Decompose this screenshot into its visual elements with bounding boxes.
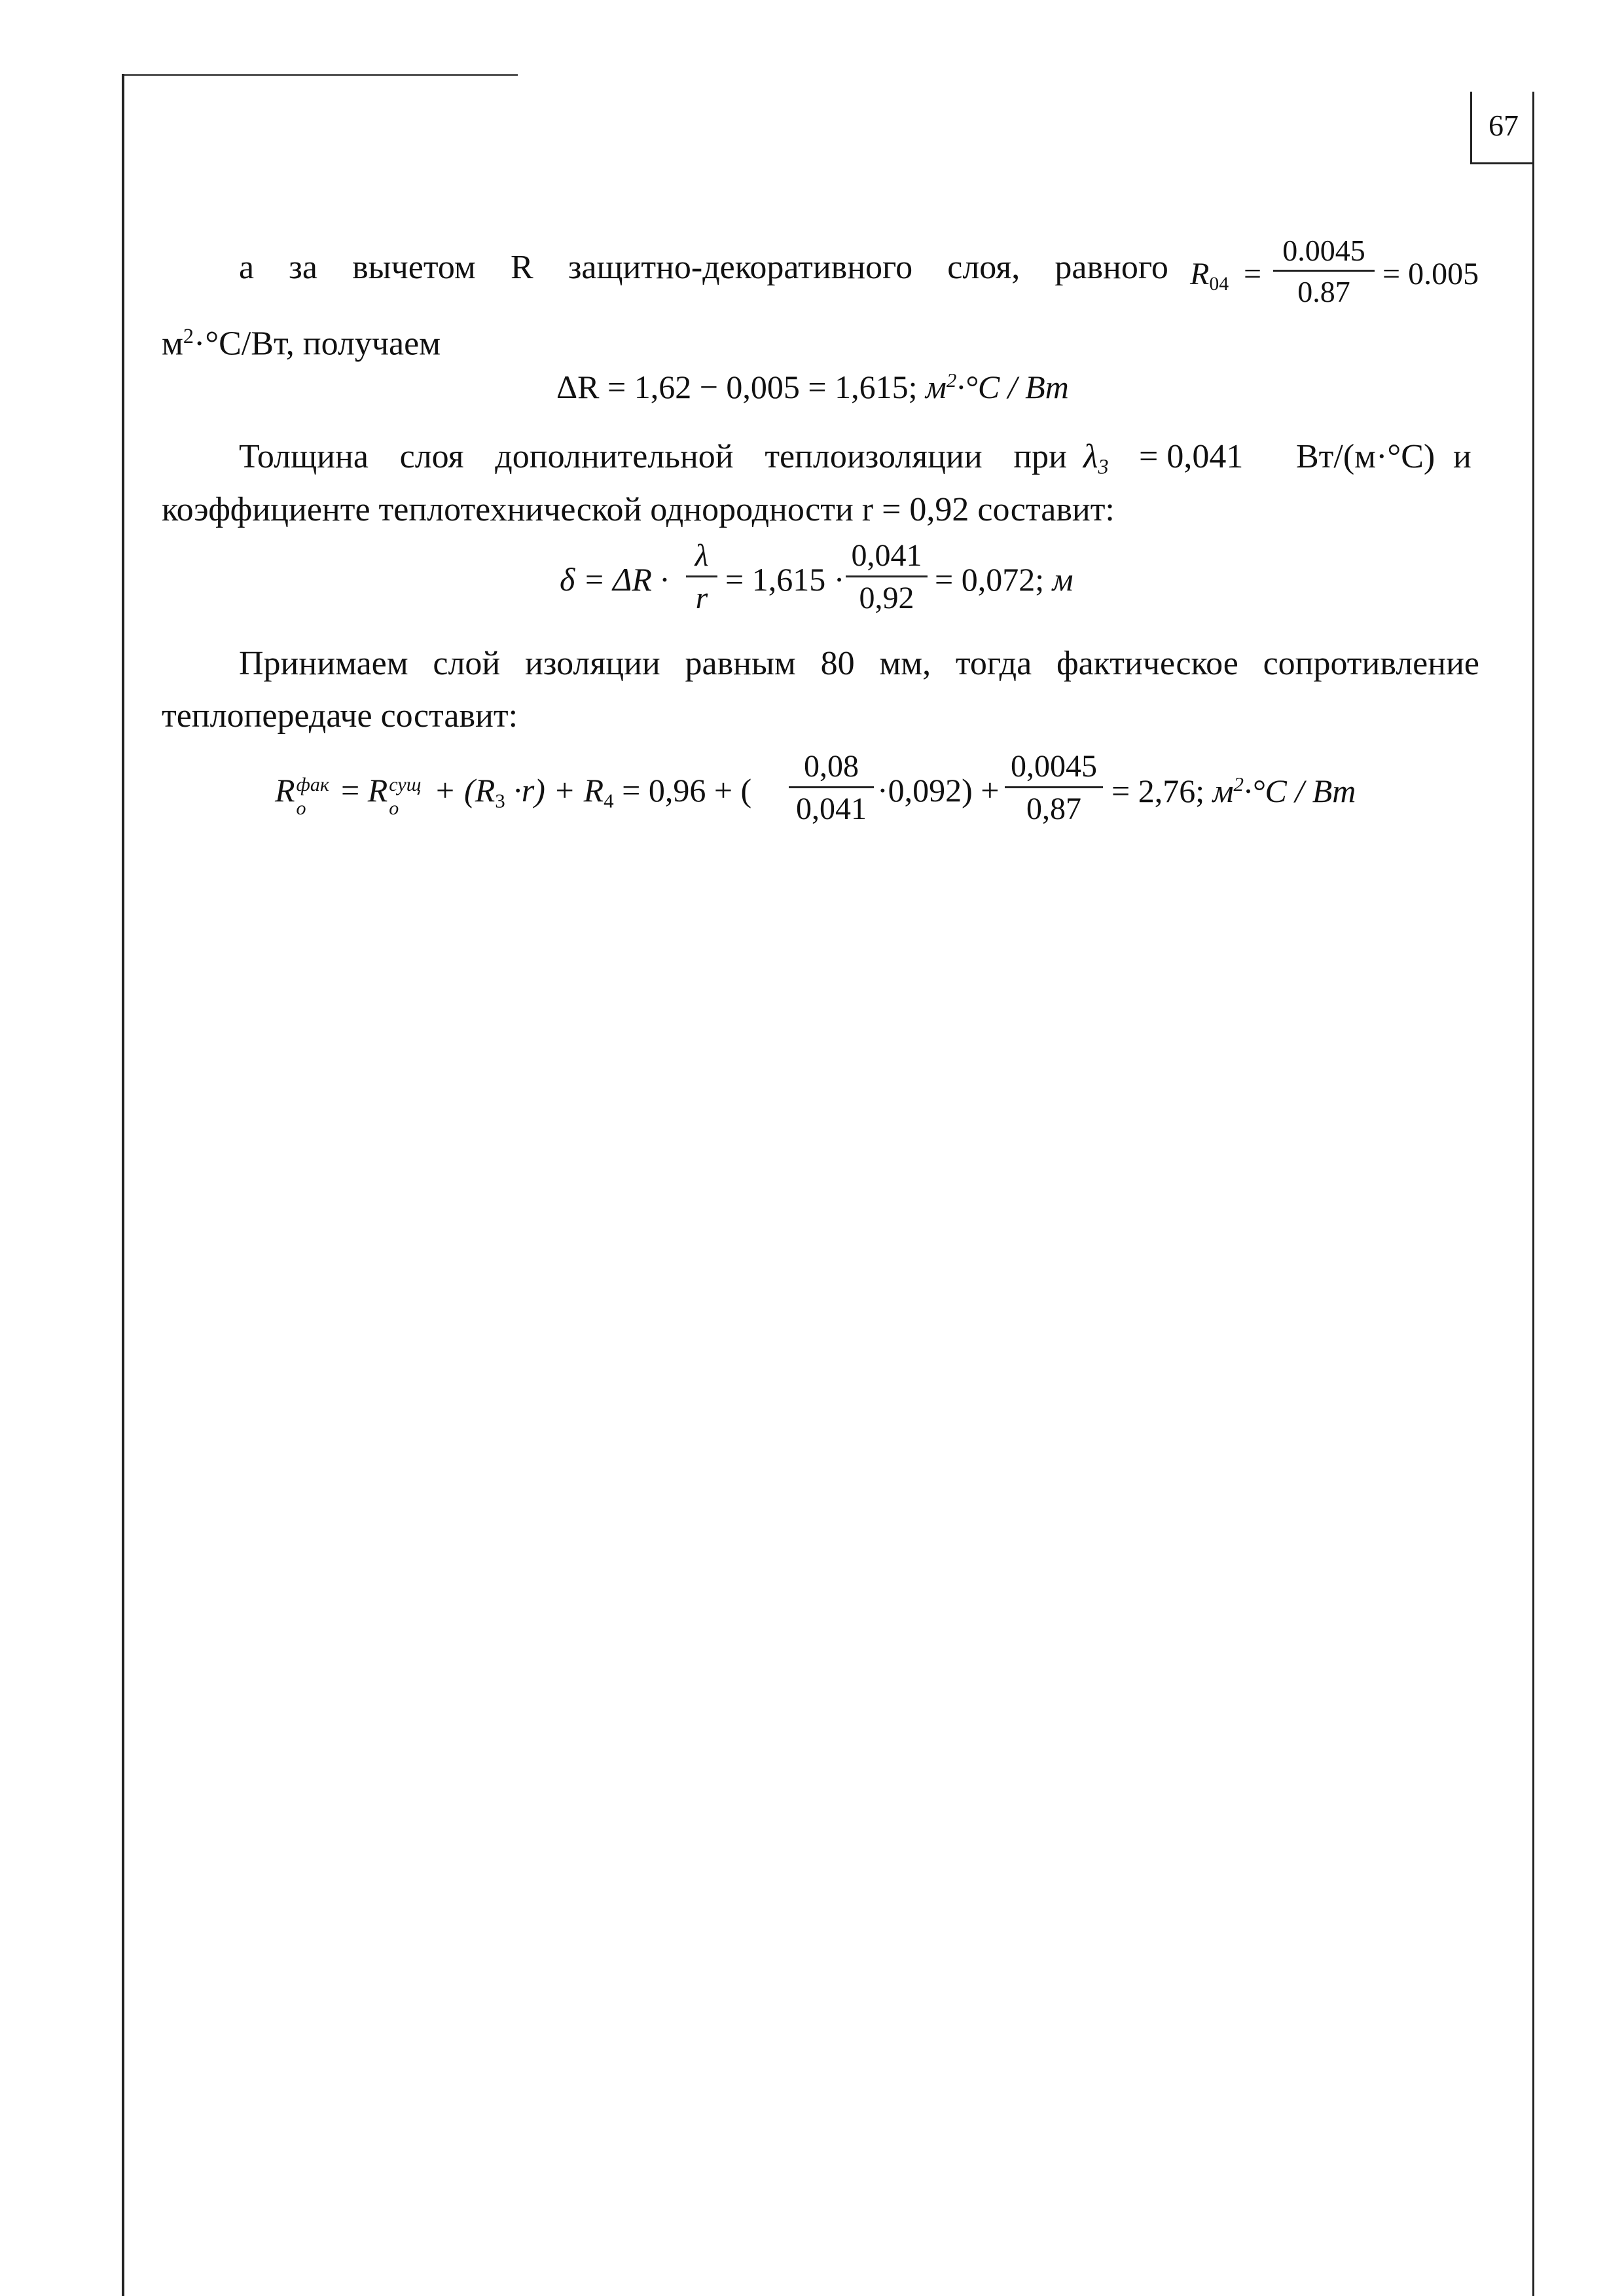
r04-symbol <box>1190 259 1229 294</box>
fraction-denominator: 0,92 <box>859 581 914 615</box>
unit-m: м <box>162 325 183 363</box>
paragraph-2-line-2: коэффициенте теплотехнической однородности r = 0,92 составит: <box>162 491 1115 528</box>
word: тогда <box>955 645 1032 682</box>
word: слоя, <box>947 249 1020 286</box>
page-number-box-left <box>1470 92 1472 164</box>
fraction-denominator: 0,87 <box>1026 792 1081 826</box>
paragraph-3-line-2: теплопередаче составит: <box>162 697 518 735</box>
word: при <box>1013 438 1067 475</box>
unit-rest: ·°С/Вт, получаем <box>194 325 441 363</box>
equals: = <box>341 772 360 809</box>
lambda-unit: Вт/(м·°С) <box>1296 438 1435 475</box>
word: защитно-декоративного <box>568 249 913 286</box>
word: слой <box>433 645 501 682</box>
word: равным <box>685 645 796 682</box>
formula-r-fact-result <box>1111 773 1356 810</box>
fraction-numerator: 0,0045 <box>1011 749 1097 784</box>
word: изоляции <box>525 645 660 682</box>
word: а <box>239 249 255 286</box>
formula-delta-result: = 0,072; <box>935 561 1045 598</box>
formula-delta-right <box>935 563 1074 596</box>
frame-top-border <box>122 74 518 76</box>
paragraph-3-line-1 <box>239 647 1479 681</box>
page-number: 67 <box>1489 109 1519 142</box>
formula-r-fact-mid: ·0,092) + <box>877 772 1000 809</box>
word: Принимаем <box>239 645 408 682</box>
formula-delta-unit: м <box>1052 561 1074 598</box>
formula-part: = 0,96 + ( <box>622 772 752 809</box>
lambda-3 <box>1083 440 1109 477</box>
fraction-denominator: 0,041 <box>796 792 867 826</box>
subscript-4: 4 <box>604 789 614 812</box>
word: равного <box>1055 249 1168 286</box>
r04-result: = 0.005 <box>1382 257 1479 291</box>
word: R <box>510 249 533 286</box>
fraction-r04 <box>1273 236 1375 307</box>
r04-subscript: 04 <box>1209 272 1229 295</box>
formula-unit <box>1213 773 1356 809</box>
r-symbol: R <box>367 772 388 809</box>
paragraph-2-line-1 <box>239 440 1067 474</box>
formula-delta-mid: = 1,615 · <box>725 561 845 598</box>
unit-exponent: 2 <box>183 324 194 348</box>
fraction-insulation <box>789 751 874 825</box>
lambda-value: = 0,041 <box>1139 438 1244 475</box>
unit-m: м <box>1212 773 1234 810</box>
r-symbol: R <box>275 772 295 809</box>
lambda-symbol: λ <box>1083 438 1098 475</box>
unit-rest: ·°C / Bm <box>956 369 1069 406</box>
formula-delta-r-text: ΔR = 1,62 − 0,005 = 1,615; <box>556 369 918 406</box>
superscript-exist: сущ <box>389 774 422 795</box>
r04-letter: R <box>1190 257 1210 291</box>
unit-m: м <box>926 369 947 406</box>
word: сопротивление <box>1263 645 1479 682</box>
word: 80 <box>820 645 855 682</box>
formula-r-fact-lhs <box>275 772 752 819</box>
r04-equals: = <box>1244 257 1262 291</box>
subscript-o: o <box>389 797 399 819</box>
frame-right-border <box>1532 92 1534 2296</box>
unit-exponent: 2 <box>946 369 957 392</box>
fraction-numerator: 0,041 <box>851 538 922 573</box>
word: вычетом <box>352 249 476 286</box>
paragraph-1-line-1 <box>239 251 1168 285</box>
word: слоя <box>399 438 464 475</box>
unit-exponent: 2 <box>1233 773 1244 795</box>
word: Толщина <box>239 438 369 475</box>
fraction-thickness <box>846 540 928 614</box>
formula-result: = 2,76; <box>1111 773 1205 810</box>
formula-delta-r-unit <box>926 369 1069 405</box>
fraction-decorative <box>1005 751 1103 825</box>
formula-part: + (R <box>433 772 496 809</box>
word: и <box>1453 438 1471 475</box>
subscript-o: o <box>296 797 306 819</box>
paragraph-1-line-2 <box>162 325 441 361</box>
fraction-denominator: 0.87 <box>1297 275 1350 308</box>
fraction-lambda-r <box>686 540 717 614</box>
word: дополнительной <box>495 438 734 475</box>
fraction-numerator: 0,08 <box>804 749 859 784</box>
formula-part: ·r) + R <box>513 772 604 809</box>
word: теплоизоляции <box>765 438 983 475</box>
word: за <box>289 249 317 286</box>
formula-delta-r <box>556 369 1069 406</box>
page-number-box-bottom <box>1470 162 1534 164</box>
superscript-fact: фак <box>296 774 329 795</box>
formula-delta-left: δ = ΔR · <box>560 561 668 598</box>
fraction-numerator: λ <box>695 538 709 573</box>
fraction-numerator: 0.0045 <box>1282 234 1365 267</box>
subscript-3: 3 <box>495 789 505 812</box>
word: мм, <box>879 645 931 682</box>
fraction-denominator: r <box>695 581 708 615</box>
unit-rest: ·°C / Bm <box>1244 773 1356 810</box>
word: фактическое <box>1056 645 1238 682</box>
lambda-subscript: 3 <box>1098 454 1109 479</box>
frame-left-border <box>122 74 124 2296</box>
